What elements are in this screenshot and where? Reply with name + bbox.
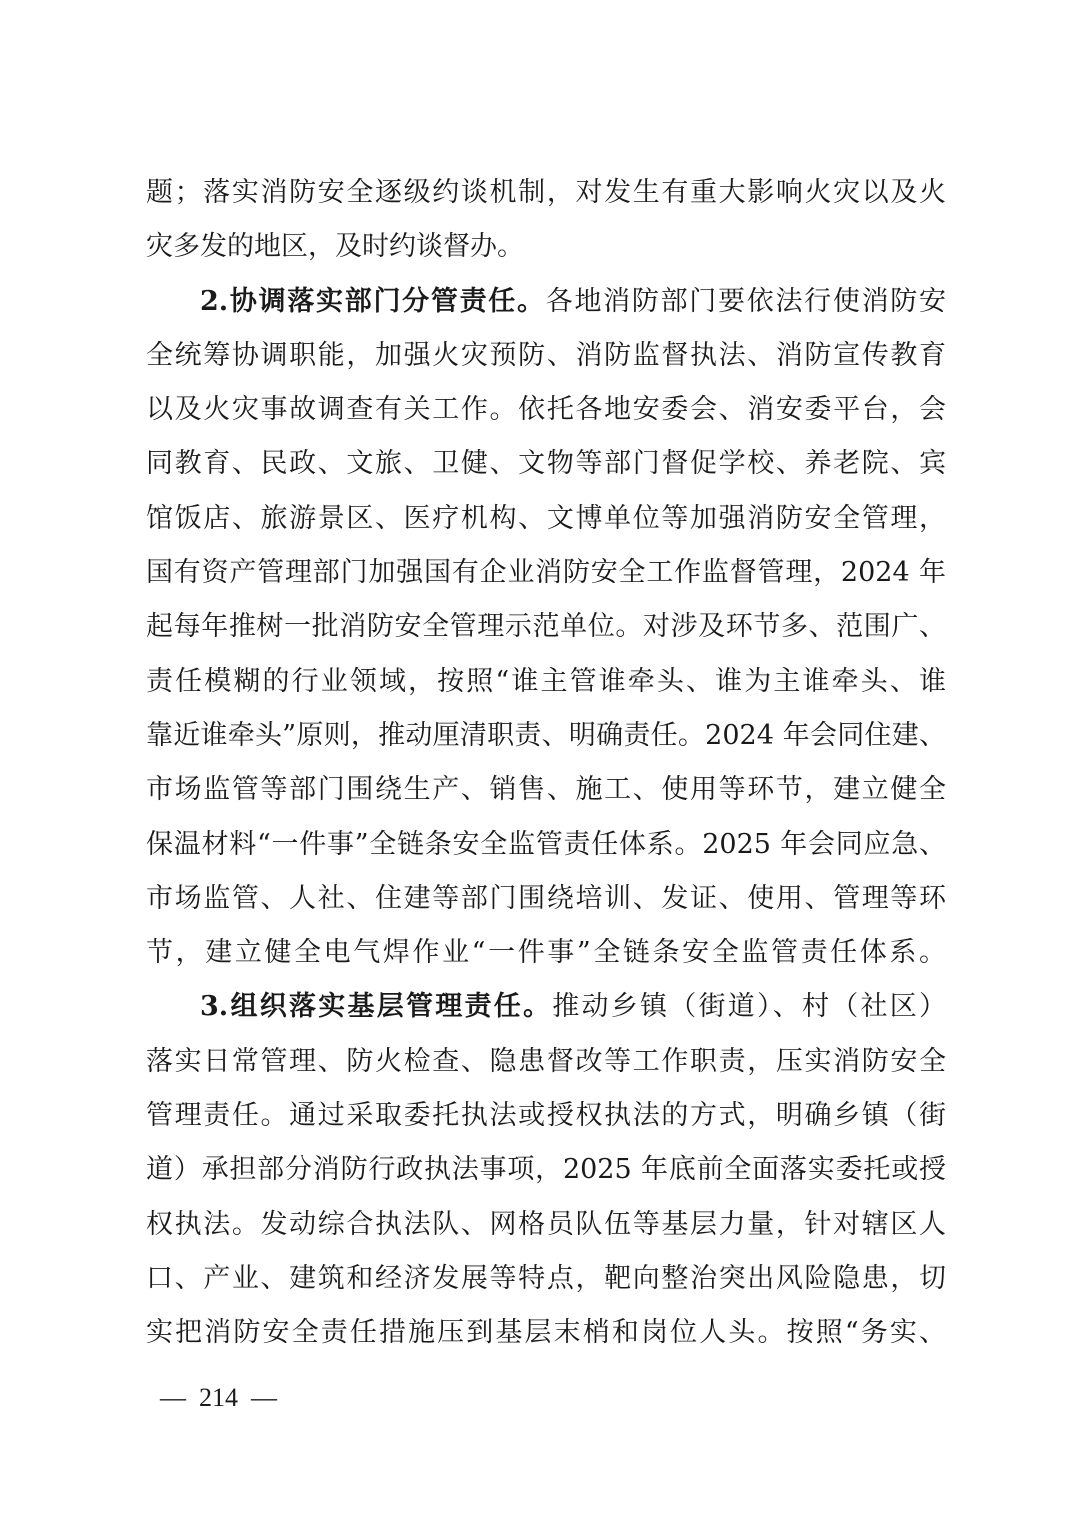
text-line: 国有资产管理部门加强国有企业消防安全工作监督管理，2024 年 xyxy=(146,557,946,589)
text-line: 题；落实消防安全逐级约谈机制，对发生有重大影响火灾以及火 xyxy=(146,177,946,208)
text-line: 馆饭店、旅游景区、医疗机构、文博单位等加强消防安全管理， xyxy=(146,502,946,534)
text-line: 落实日常管理、防火检查、隐患督改等工作职责，压实消防安全 xyxy=(146,1045,946,1077)
section-heading: 3.组织落实基层管理责任。 xyxy=(200,991,553,1023)
text-line: 保温材料“一件事”全链条安全监管责任体系。2025 年会同应急、 xyxy=(146,828,946,860)
text-line: 同教育、民政、文旅、卫健、文物等部门督促学校、养老院、宾 xyxy=(146,448,946,480)
text-line: 节，建立健全电气焊作业“一件事”全链条安全监管责任体系。 xyxy=(146,937,946,969)
text-line: 口、产业、建筑和经济发展等特点，靶向整治突出风险隐患，切 xyxy=(146,1262,946,1294)
text-line: 靠近谁牵头”原则，推动厘清职责、明确责任。2024 年会同住建、 xyxy=(146,719,946,751)
text-line: 灾多发的地区，及时约谈督办。 xyxy=(146,231,524,263)
text-line xyxy=(146,275,946,329)
text-line xyxy=(146,980,946,1034)
text-line: 管理责任。通过采取委托执法或授权执法的方式，明确乡镇（街 xyxy=(146,1100,946,1132)
text-line: 责任模糊的行业领域，按照“谁主管谁牵头、谁为主谁牵头、谁 xyxy=(146,665,946,697)
text-line: 权执法。发动综合执法队、网格员队伍等基层力量，针对辖区人 xyxy=(146,1208,946,1240)
page-number: — 214 — xyxy=(160,1383,277,1412)
text-line: 市场监管、人社、住建等部门围绕培训、发证、使用、管理等环 xyxy=(146,882,946,914)
text-line-body: 各地消防部门要依法行使消防安 xyxy=(545,285,947,317)
text-line-body: 推动乡镇（街道）、村（社区） xyxy=(552,991,947,1023)
text-line: 全统筹协调职能，加强火灾预防、消防监督执法、消防宣传教育 xyxy=(146,339,946,371)
text-line: 起每年推树一批消防安全管理示范单位。对涉及环节多、范围广、 xyxy=(146,611,946,643)
text-line: 道）承担部分消防行政执法事项，2025 年底前全面落实委托或授 xyxy=(146,1154,946,1186)
text-line: 实把消防安全责任措施压到基层末梢和岗位人头。按照“务实、 xyxy=(146,1317,946,1349)
text-line: 市场监管等部门围绕生产、销售、施工、使用等环节，建立健全 xyxy=(146,774,946,806)
text-line: 以及火灾事故调查有关工作。依托各地安委会、消安委平台，会 xyxy=(146,394,946,426)
section-heading: 2.协调落实部门分管责任。 xyxy=(200,285,546,317)
body-text xyxy=(146,166,946,1361)
